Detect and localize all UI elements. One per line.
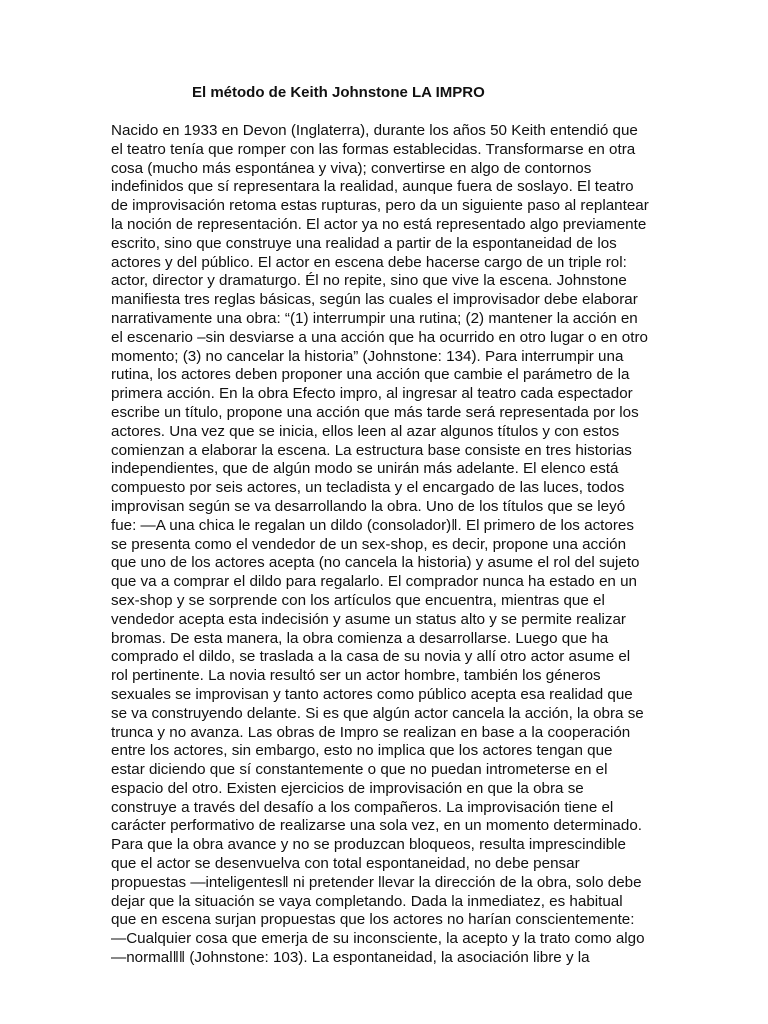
text-line: se va construyendo delante. Si es que algún actor cancela la acción, la obra se	[111, 704, 644, 722]
text-line: improvisan según se va desarrollando la obra. Uno de los títulos que se leyó	[111, 497, 626, 515]
text-line: el escenario –sin desviarse a una acción que ha ocurrido en otro lugar o en otro	[111, 328, 648, 346]
text-line: bromas. De esta manera, la obra comienza a desarrollarse. Luego que ha	[111, 629, 609, 647]
text-line: sex-shop y se sorprende con los artículos que encuentra, mientras que el	[111, 591, 605, 609]
text-line: independientes, que de algún modo se unirán más adelante. El elenco está	[111, 460, 619, 478]
text-line: dejar que la situación se vaya completando. Dada la inmediatez, es habitual	[111, 892, 623, 910]
text-line: Nacido en 1933 en Devon (Inglaterra), durante los años 50 Keith entendió que	[111, 122, 638, 139]
text-line: carácter performativo de realizarse una sola vez, en un momento determinado.	[111, 817, 642, 835]
document-title: El método de Keith Johnstone LA IMPRO	[192, 84, 485, 101]
text-line: actores y del público. El actor en escena debe hacerse cargo de un triple rol:	[111, 253, 627, 271]
text-line: comprado el dildo, se traslada a la casa de su novia y allí otro actor asume el	[111, 648, 631, 666]
text-line: indefinidos que sí representara la realidad, aunque fuera de soslayo. El teatro	[111, 178, 634, 196]
text-line: —Cualquier cosa que emerja de su inconsciente, la acepto y la trato como algo	[111, 930, 645, 948]
text-line: estar diciendo que sí constantemente o que no puedan intrometerse en el	[111, 761, 608, 779]
text-line: actor, director y dramaturgo. Él no repite, sino que vive la escena. Johnstone	[111, 272, 627, 290]
text-line: trunca y no avanza. Las obras de Impro se realizan en base a la cooperación	[111, 723, 631, 741]
text-line: momento; (3) no cancelar la historia” (Johnstone: 134). Para interrumpir una	[111, 347, 624, 365]
text-line: fue: —A una chica le regalan un dildo (consolador)‖. El primero de los actores	[111, 516, 634, 534]
text-line: que en escena surjan propuestas que los actores no harían conscientemente:	[111, 911, 635, 929]
text-line: comienzan a elaborar la escena. La estructura base consiste en tres historias	[111, 441, 632, 459]
text-line: rol pertinente. La novia resultó ser un actor hombre, también los géneros	[111, 667, 601, 685]
text-line: la noción de representación. El actor ya no está representado algo previamente	[111, 215, 647, 233]
text-line: construye a través del desafío a los compañeros. La improvisación tiene el	[111, 798, 614, 816]
text-line: cosa (mucho más espontánea y viva); convertirse en algo de contornos	[111, 159, 592, 177]
text-line: que uno de los actores acepta (no cancela la historia) y asume el rol del sujeto	[111, 554, 640, 572]
text-line: rutina, los actores deben proponer una acción que cambie el parámetro de la	[111, 366, 630, 384]
text-line: narrativamente una obra: “(1) interrumpir una rutina; (2) mantener la acción en	[111, 309, 638, 327]
text-line: escribe un título, propone una acción que más tarde será representada por los	[111, 403, 639, 421]
text-line: manifiesta tres reglas básicas, según las cuales el improvisador debe elaborar	[111, 291, 638, 309]
body-paragraph	[111, 122, 671, 968]
text-line: propuestas —inteligentes‖ ni pretender llevar la dirección de la obra, solo debe	[111, 873, 642, 891]
text-line: que el actor se desenvuelva con total espontaneidad, no debe pensar	[111, 855, 580, 873]
text-line: entre los actores, sin embargo, esto no implica que los actores tengan que	[111, 742, 613, 760]
text-line: vendedor acepta esta indecisión y asume un status alto y se permite realizar	[111, 610, 626, 628]
text-line: compuesto por seis actores, un tecladista y el encargado de las luces, todos	[111, 479, 625, 497]
text-line: sexuales se improvisan y tanto actores como público acepta esa realidad que	[111, 685, 633, 703]
text-line: primera acción. En la obra Efecto impro, al ingresar al teatro cada espectador	[111, 385, 633, 403]
text-line: espacio del otro. Existen ejercicios de improvisación en que la obra se	[111, 779, 584, 797]
text-line: Para que la obra avance y no se produzcan bloqueos, resulta imprescindible	[111, 836, 627, 854]
text-line: de improvisación retoma estas rupturas, pero da un siguiente paso al replantear	[111, 197, 649, 215]
text-line: que va a comprar el dildo para regalarlo. El comprador nunca ha estado en un	[111, 573, 637, 591]
text-line: —normal‖‖ (Johnstone: 103). La espontaneidad, la asociación libre y la	[111, 949, 590, 967]
text-line: actores. Una vez que se inicia, ellos leen al azar algunos títulos y con estos	[111, 422, 620, 440]
text-line: el teatro tenía que romper con las formas establecidas. Transformarse en otra	[111, 140, 636, 158]
text-line: se presenta como el vendedor de un sex-shop, es decir, propone una acción	[111, 535, 627, 553]
text-line: escrito, sino que construye una realidad a partir de la espontaneidad de los	[111, 234, 617, 252]
